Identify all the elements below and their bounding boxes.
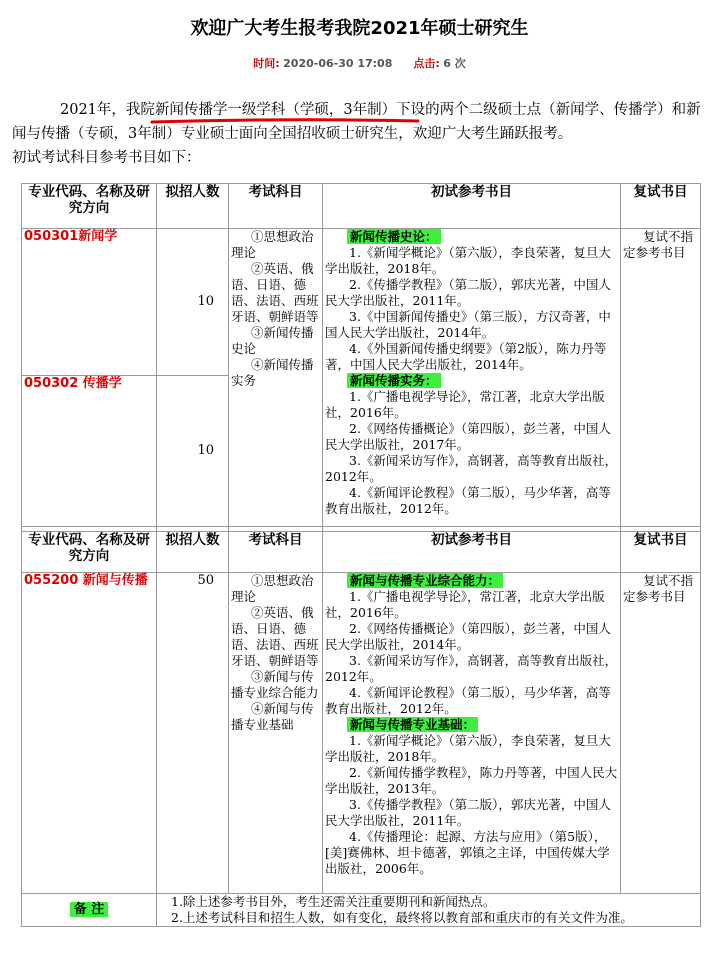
major-code: 050301新闻学 [24, 229, 118, 244]
header-subjects: 考试科目 [229, 184, 323, 229]
header-quota: 拟招人数 [157, 184, 229, 229]
header-retest: 复试书目 [621, 532, 701, 573]
subject-item: ③新闻传播史论 [231, 325, 314, 356]
header-subjects: 考试科目 [229, 532, 323, 573]
book-group-heading: 新闻与传播专业综合能力： [347, 573, 503, 588]
book-item: 2.《网络传播概论》（第四版），彭兰著，中国人民大学出版社，2014年。 [325, 621, 611, 652]
book-item: 4.《新闻评论教程》（第二版），马少华著，高等教育出版社，2012年。 [325, 485, 611, 516]
books-cell [323, 573, 621, 894]
subject-item: ④新闻传播实务 [231, 357, 314, 388]
clicks-label: 点击: [413, 57, 440, 70]
book-item: 3.《新闻采访写作》，高钢著，高等教育出版社，2012年。 [325, 453, 618, 484]
time-label: 时间: [253, 57, 280, 70]
subject-item: ③新闻与传播专业综合能力 [231, 669, 319, 700]
book-item: 2.《传播学教程》（第二版），郭庆光著，中国人民大学出版社，2011年。 [325, 277, 611, 308]
major-cell [22, 376, 157, 527]
book-item: 1.《新闻学概论》（第六版），李良荣著，复旦大学出版社，2018年。 [325, 733, 611, 764]
subject-item: ④新闻与传播专业基础 [231, 701, 314, 732]
books-cell [323, 229, 621, 527]
header-retest: 复试书目 [621, 184, 701, 229]
notes-cell [157, 894, 701, 927]
intro-lead: 初试考试科目参考书目如下： [12, 150, 201, 166]
book-item: 3.《中国新闻传播史》（第三版），方汉奇著，中国人民大学出版社，2014年。 [325, 309, 611, 340]
page-title: 欢迎广大考生报考我院2021年硕士研究生 [190, 18, 529, 39]
book-item: 2.《新闻传播学教程》，陈力丹等著，中国人民大学出版社，2013年。 [325, 765, 618, 796]
notes-label: 备 注 [70, 902, 109, 917]
exam-table [21, 183, 701, 927]
major-cell [22, 229, 157, 376]
header-major: 专业代码、名称及研究方向 [22, 532, 157, 573]
book-item: 1.《新闻学概论》（第六版），李良荣著，复旦大学出版社，2018年。 [325, 245, 611, 276]
table-row [22, 229, 701, 376]
book-item: 2.《网络传播概论》（第四版），彭兰著，中国人民大学出版社，2017年。 [325, 421, 611, 452]
major-code: 050302 传播学 [24, 376, 122, 391]
header-books: 初试参考书目 [323, 184, 621, 229]
retest-cell: 复试不指定参考书目 [621, 573, 701, 894]
retest-cell: 复试不指定参考书目 [621, 229, 701, 527]
subjects-cell [229, 229, 323, 527]
subject-item: ①思想政治理论 [231, 229, 314, 260]
header-books: 初试参考书目 [323, 532, 621, 573]
book-item: 3.《传播学教程》（第二版），郭庆光著，中国人民大学出版社，2011年。 [325, 797, 611, 828]
book-item: 4.《外国新闻传播史纲要》（第2版），陈力丹等著，中国人民大学出版社，2014年。 [325, 341, 607, 372]
table-header-row [22, 532, 701, 573]
note-line: 2.上述考试科目和招生人数，如有变化，最终将以教育部和重庆市的有关文件为准。 [171, 910, 633, 925]
intro-paragraph: 2021年，我院新闻传播学一级学科（学硕，3年制）下设的两个二级硕士点（新闻学、传播学）和新闻与传播（专硕，3年制）专业硕士面向全国招收硕士研究生，欢迎广大考生踊跃报考。 [12, 102, 701, 142]
subject-item: ①思想政治理论 [231, 573, 314, 604]
subjects-cell [229, 573, 323, 894]
table-header-row [22, 184, 701, 229]
quota-cell: 10 [157, 376, 229, 527]
book-item: 1.《广播电视学导论》，常江著，北京大学出版社，2016年。 [325, 589, 605, 620]
clicks-value: 6 次 [443, 57, 466, 70]
major-code: 055200 新闻与传播 [24, 573, 148, 588]
book-item: 4.《新闻评论教程》（第二版），马少华著，高等教育出版社，2012年。 [325, 685, 611, 716]
major-cell [22, 573, 157, 894]
notes-row [22, 894, 701, 927]
table-row [22, 573, 701, 894]
book-group-heading: 新闻传播实务： [347, 373, 441, 388]
subject-item: ②英语、俄语、日语、德语、法语、西班牙语、朝鲜语等 [231, 261, 319, 324]
notes-label-cell [22, 894, 157, 927]
book-item: 1.《广播电视学导论》，常江著，北京大学出版社，2016年。 [325, 389, 605, 420]
time-value: 2020-06-30 17:08 [283, 57, 393, 70]
note-line: 1.除上述参考书目外，考生还需关注重要期刊和新闻热点。 [171, 894, 496, 909]
book-item: 4.《传播理论：起源、方法与应用》（第5版），[美]赛佛林、坦卡德著，郭镇之主译，中国传媒大学出版社，2006年。 [325, 829, 610, 876]
book-item: 3.《新闻采访写作》，高钢著，高等教育出版社，2012年。 [325, 653, 618, 684]
intro-text [12, 98, 712, 170]
quota-cell: 10 [157, 229, 229, 376]
red-underline-annotation [150, 117, 420, 125]
subject-item: ②英语、俄语、日语、德语、法语、西班牙语、朝鲜语等 [231, 605, 319, 668]
header-quota: 拟招人数 [157, 532, 229, 573]
header-major: 专业代码、名称及研究方向 [22, 184, 157, 229]
book-group-heading: 新闻传播史论： [347, 229, 441, 244]
quota-cell: 50 [157, 573, 229, 894]
book-group-heading: 新闻与传播专业基础： [347, 717, 478, 732]
article-meta [0, 55, 719, 71]
